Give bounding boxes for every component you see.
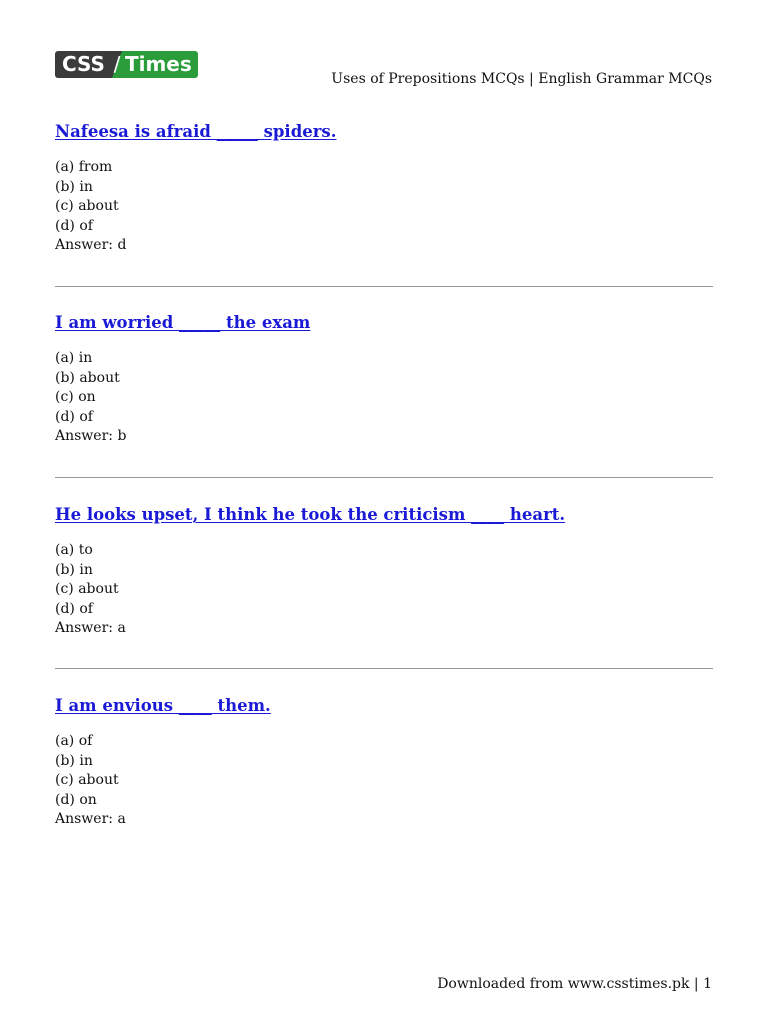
option-c: (c) about [55, 198, 119, 214]
option-d: (d) of [55, 408, 93, 425]
option-a: (a) in [55, 350, 93, 366]
answer-text: Answer: b [55, 428, 127, 444]
answer-text: Answer: a [55, 811, 126, 827]
question-title-link[interactable]: I am worried _____ the exam [55, 313, 311, 332]
options-list [55, 158, 713, 256]
logo-times-text: Times [123, 51, 198, 78]
options-list [55, 732, 713, 830]
option-d: (d) of [55, 217, 93, 234]
csstimes-logo [55, 51, 198, 78]
option-a: (a) of [55, 733, 93, 749]
question-title-link[interactable]: Nafeesa is afraid _____ spiders. [55, 122, 337, 141]
question-block [55, 312, 713, 447]
option-b: (b) in [55, 178, 93, 195]
option-c: (c) about [55, 772, 119, 788]
divider [55, 668, 713, 669]
option-b: (b) in [55, 752, 93, 769]
option-c: (c) on [55, 389, 96, 405]
page-header-title: Uses of Prepositions MCQs | English Grammar MCQs [331, 71, 712, 87]
logo-css-text: CSS [55, 51, 111, 78]
question-title-link[interactable]: I am envious ____ them. [55, 696, 271, 715]
option-b: (b) in [55, 561, 93, 578]
option-a: (a) from [55, 159, 113, 175]
option-d: (d) on [55, 791, 97, 808]
divider [55, 477, 713, 478]
question-block [55, 121, 713, 256]
options-list [55, 541, 713, 639]
answer-text: Answer: a [55, 620, 126, 636]
question-block [55, 695, 713, 830]
page-footer: Downloaded from www.csstimes.pk | 1 [437, 976, 712, 992]
options-list [55, 349, 713, 447]
option-a: (a) to [55, 542, 93, 558]
option-c: (c) about [55, 581, 119, 597]
option-d: (d) of [55, 600, 93, 617]
divider [55, 286, 713, 287]
question-block [55, 504, 713, 639]
question-title-link[interactable]: He looks upset, I think he took the criticism ____ heart. [55, 505, 566, 524]
answer-text: Answer: d [55, 237, 127, 253]
option-b: (b) about [55, 369, 120, 386]
logo-slash: / [111, 51, 123, 78]
